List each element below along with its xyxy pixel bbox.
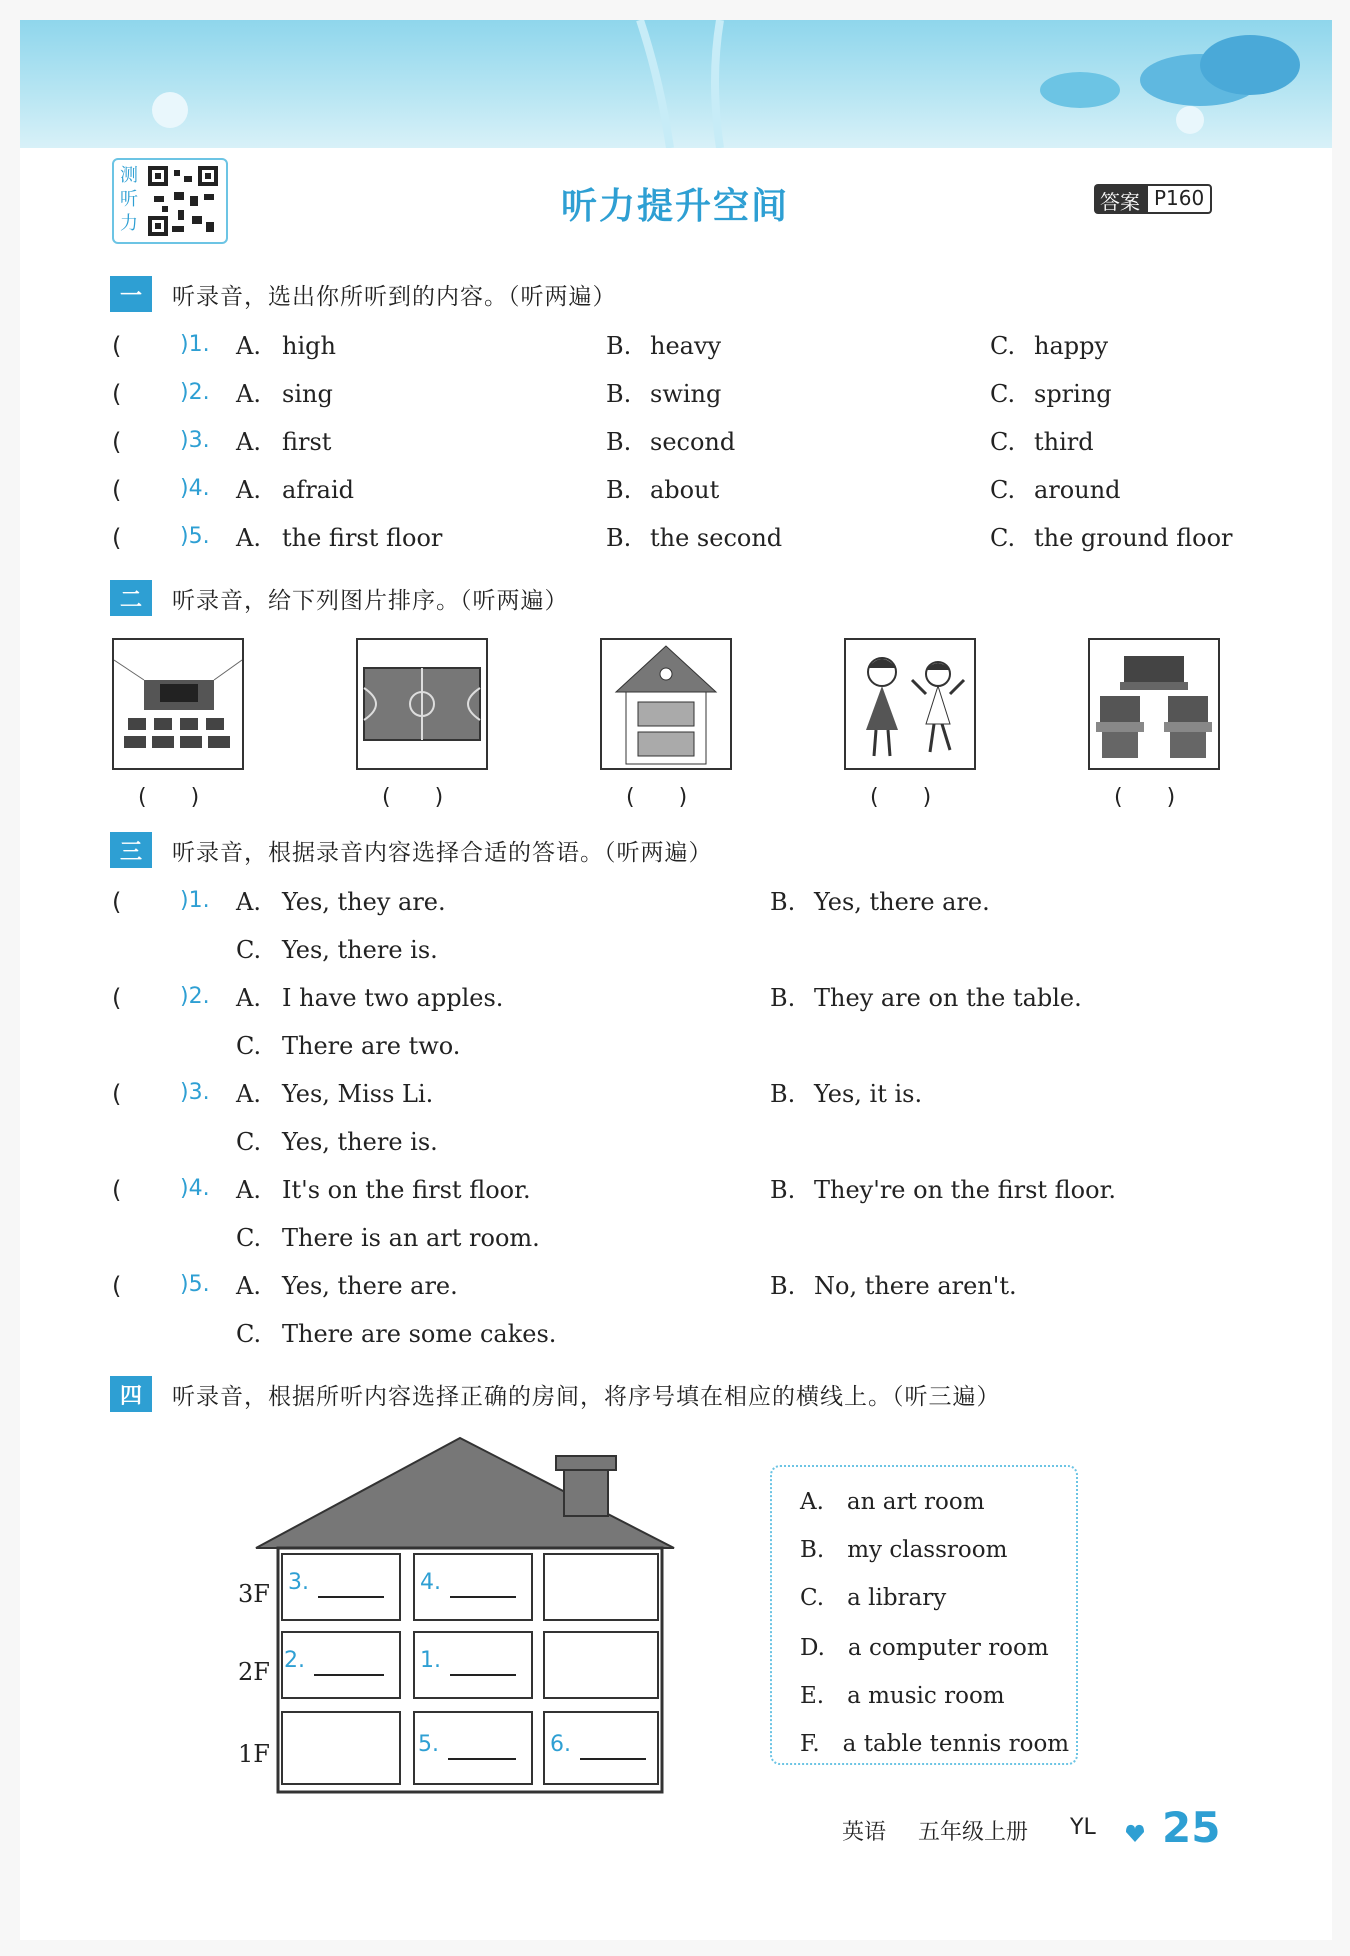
choice-a: high — [282, 332, 336, 360]
footer-subject: 英语 — [842, 1820, 887, 1845]
choice-letter: B. — [770, 984, 796, 1012]
choice-letter: B. — [770, 1176, 796, 1204]
dancing-children-picture — [844, 638, 976, 770]
order-blank-1[interactable]: ( ) — [138, 785, 200, 810]
choice-letter: B. — [606, 428, 632, 456]
room-number-4: 4. — [420, 1570, 441, 1595]
order-blank-4[interactable]: ( ) — [870, 785, 932, 810]
answer-line-4[interactable] — [450, 1596, 516, 1598]
option-c: C. a library — [800, 1585, 947, 1611]
choice-letter: A. — [236, 380, 261, 408]
choice-c: happy — [1034, 332, 1109, 360]
choice-letter: C. — [236, 936, 262, 964]
choice-b: swing — [650, 380, 722, 408]
choice-b: No, there aren't. — [814, 1272, 1017, 1300]
section-1-instruction: 听录音，选出你所听到的内容。（听两遍） — [172, 283, 617, 310]
question-number: )5. — [180, 1272, 210, 1297]
choice-letter: C. — [990, 476, 1016, 504]
choice-letter: C. — [990, 524, 1016, 552]
order-blank-3[interactable]: ( ) — [626, 785, 688, 810]
answer-line-3[interactable] — [318, 1596, 384, 1598]
section-3-number: 三 — [110, 832, 152, 868]
section-4-number: 四 — [110, 1376, 152, 1412]
choice-b: They are on the table. — [814, 984, 1082, 1012]
answer-blank[interactable]: ( — [112, 1272, 122, 1300]
choice-letter: C. — [990, 380, 1016, 408]
option-b: B. my classroom — [800, 1537, 1008, 1563]
option-d: D. a computer room — [800, 1635, 1049, 1661]
choice-a: afraid — [282, 476, 355, 504]
choice-b: heavy — [650, 332, 722, 360]
classroom-picture — [112, 638, 244, 770]
choice-letter: A. — [236, 984, 261, 1012]
choice-a: Yes, there are. — [282, 1272, 458, 1300]
banner-decoration — [20, 20, 1332, 148]
question-number: )2. — [180, 984, 210, 1009]
answer-blank[interactable]: ( — [112, 524, 122, 552]
choice-letter: A. — [236, 332, 261, 360]
choice-letter: A. — [236, 524, 261, 552]
choice-c: Yes, there is. — [282, 936, 438, 964]
answer-blank[interactable]: ( — [112, 332, 122, 360]
section-4-header — [110, 1376, 1001, 1412]
choice-a: Yes, Miss Li. — [282, 1080, 434, 1108]
question-number: )4. — [180, 1176, 210, 1201]
choice-letter: B. — [606, 524, 632, 552]
room-number-6: 6. — [550, 1732, 571, 1757]
question-number: )1. — [180, 888, 210, 913]
room-number-1: 1. — [420, 1648, 441, 1673]
computer-room-picture — [1088, 638, 1220, 770]
room-number-2: 2. — [284, 1648, 305, 1673]
answer-page: P160 — [1146, 184, 1212, 214]
room-number-3: 3. — [288, 1570, 309, 1595]
room-number-5: 5. — [418, 1732, 439, 1757]
house-picture — [600, 638, 732, 770]
question-number: )4. — [180, 476, 210, 501]
computer-room-illustration — [1090, 640, 1218, 768]
question-number: )5. — [180, 524, 210, 549]
choice-letter: C. — [990, 332, 1016, 360]
choice-letter: C. — [990, 428, 1016, 456]
order-blank-5[interactable]: ( ) — [1114, 785, 1176, 810]
option-a: A. an art room — [800, 1489, 985, 1515]
footer-edition: YL — [1070, 1815, 1096, 1840]
answer-blank[interactable]: ( — [112, 428, 122, 456]
choice-letter: A. — [236, 1176, 261, 1204]
choice-letter: C. — [236, 1224, 262, 1252]
answer-line-1[interactable] — [450, 1674, 516, 1676]
choice-b: Yes, it is. — [814, 1080, 923, 1108]
choice-c: third — [1034, 428, 1094, 456]
section-2-instruction: 听录音，给下列图片排序。（听两遍） — [172, 587, 569, 614]
section-3-instruction: 听录音，根据录音内容选择合适的答语。（听两遍） — [172, 839, 713, 866]
choice-letter: C. — [236, 1320, 262, 1348]
section-1-header — [110, 276, 617, 312]
choice-c: There is an art room. — [282, 1224, 540, 1252]
choice-b: They're on the first floor. — [814, 1176, 1117, 1204]
classroom-illustration — [114, 640, 242, 768]
answer-tag — [1094, 184, 1212, 214]
basketball-court-illustration — [358, 640, 486, 768]
basketball-court-picture — [356, 638, 488, 770]
qr-label: 测听力 — [120, 165, 138, 234]
choice-c: around — [1034, 476, 1121, 504]
room-options-box — [770, 1465, 1078, 1765]
house-diagram — [250, 1436, 690, 1796]
choice-letter: C. — [236, 1128, 262, 1156]
choice-c: There are some cakes. — [282, 1320, 557, 1348]
choice-letter: B. — [606, 380, 632, 408]
choice-b: second — [650, 428, 736, 456]
choice-letter: B. — [606, 476, 632, 504]
section-3-header — [110, 832, 713, 868]
choice-c: spring — [1034, 380, 1112, 408]
question-number: )3. — [180, 1080, 210, 1105]
section-4-instruction: 听录音，根据所听内容选择正确的房间，将序号填在相应的横线上。（听三遍） — [172, 1383, 1001, 1410]
choice-a: I have two apples. — [282, 984, 504, 1012]
question-number: )2. — [180, 380, 210, 405]
choice-letter: A. — [236, 888, 261, 916]
choice-letter: B. — [770, 888, 796, 916]
choice-a: sing — [282, 380, 333, 408]
dancing-children-illustration — [846, 640, 974, 768]
choice-letter: A. — [236, 1080, 261, 1108]
choice-letter: A. — [236, 1272, 261, 1300]
house-illustration — [602, 640, 730, 768]
choice-b: Yes, there are. — [814, 888, 990, 916]
answer-line-6[interactable] — [580, 1758, 646, 1760]
question-number: )1. — [180, 332, 210, 357]
choice-letter: A. — [236, 428, 261, 456]
section-2-number: 二 — [110, 580, 152, 616]
section-2-header — [110, 580, 569, 616]
choice-b: about — [650, 476, 720, 504]
choice-c: the ground floor — [1034, 524, 1233, 552]
choice-a: the first floor — [282, 524, 443, 552]
question-number: )3. — [180, 428, 210, 453]
option-e: E. a music room — [800, 1683, 1005, 1709]
answer-blank[interactable]: ( — [112, 476, 122, 504]
page-title: 听力提升空间 — [560, 186, 789, 227]
choice-b: the second — [650, 524, 783, 552]
choice-a: It's on the first floor. — [282, 1176, 531, 1204]
footer-grade: 五年级上册 — [918, 1820, 1029, 1845]
answer-blank[interactable]: ( — [112, 1080, 122, 1108]
header-banner — [20, 20, 1332, 148]
answer-blank[interactable]: ( — [112, 984, 122, 1012]
answer-blank[interactable]: ( — [112, 1176, 122, 1204]
answer-line-2[interactable] — [314, 1674, 384, 1676]
choice-letter: B. — [770, 1272, 796, 1300]
answer-blank[interactable]: ( — [112, 380, 122, 408]
page-number: 25 — [1162, 1803, 1221, 1852]
choice-a: Yes, they are. — [282, 888, 446, 916]
option-f: F. a table tennis room — [800, 1731, 1070, 1757]
choice-c: Yes, there is. — [282, 1128, 438, 1156]
choice-letter: B. — [606, 332, 632, 360]
floor-label-3f: 3F — [238, 1580, 270, 1608]
choice-c: There are two. — [282, 1032, 461, 1060]
choice-letter: C. — [236, 1032, 262, 1060]
heart-icon — [1124, 1822, 1146, 1844]
floor-label-2f: 2F — [238, 1658, 270, 1686]
answer-line-5[interactable] — [448, 1758, 516, 1760]
answer-label: 答案 — [1094, 184, 1146, 214]
section-1-number: 一 — [110, 276, 152, 312]
choice-a: first — [282, 428, 332, 456]
answer-blank[interactable]: ( — [112, 888, 122, 916]
order-blank-2[interactable]: ( ) — [382, 785, 444, 810]
choice-letter: A. — [236, 476, 261, 504]
choice-letter: B. — [770, 1080, 796, 1108]
floor-label-1f: 1F — [238, 1740, 270, 1768]
